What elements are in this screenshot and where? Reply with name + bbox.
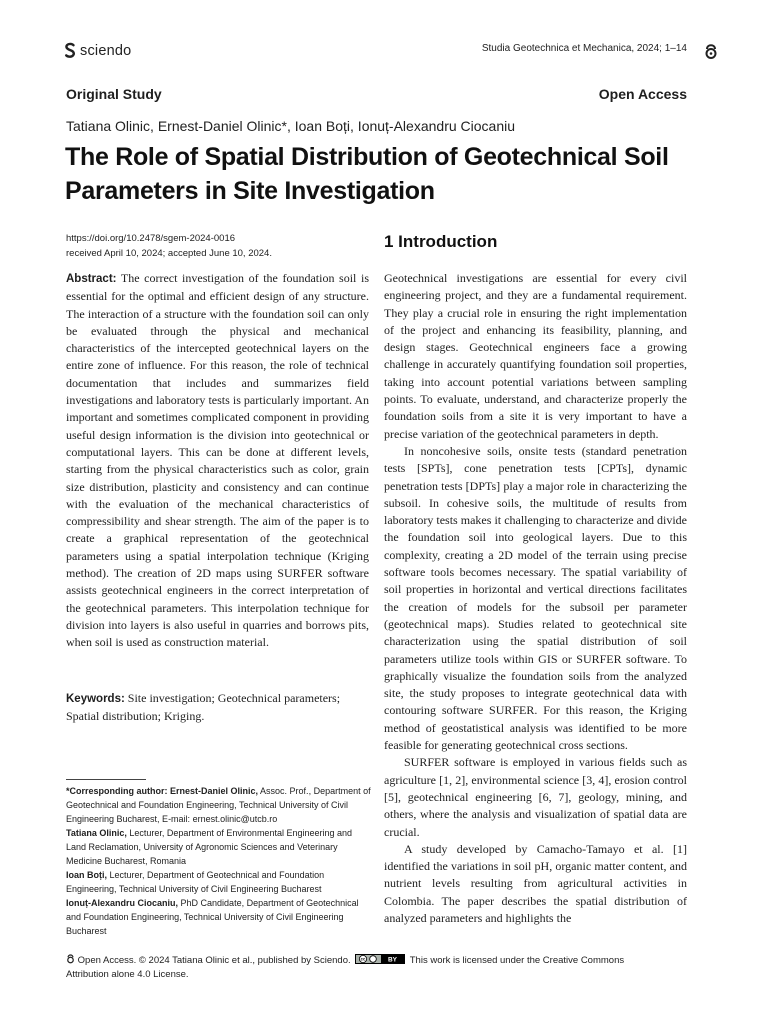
paragraph: A study developed by Camacho-Tamayo et al. [1] identified the variations in soil pH, organic matter content, and nutrient levels resulting from agricultural activities in Colombia. The paper describes the spatial distribution of analyzed parameters and highlights the — [384, 841, 687, 925]
abstract-label: Abstract: — [66, 273, 117, 285]
publisher-logo[interactable] — [64, 42, 131, 60]
license-footer — [66, 953, 666, 982]
received-accepted-dates: received April 10, 2024; accepted June 10, 2024. — [66, 248, 272, 259]
keywords-label: Keywords: — [66, 693, 125, 705]
article-meta — [66, 231, 272, 261]
introduction-body — [384, 270, 687, 927]
open-access-icon — [66, 953, 75, 964]
footnote-author: *Corresponding author: Ernest-Daniel Olinic, — [66, 786, 259, 796]
footnote-text: Lecturer, Department of Environmental Engineering and Land Reclamation, University of Agronomic Sciences and Veterinary Medicine Bucharest, Romania — [66, 828, 353, 866]
keywords — [66, 690, 369, 726]
footnote-text: Lecturer, Department of Geotechnical and Foundation Engineering, Technical University of Civil Engineering Bucharest — [66, 870, 325, 894]
access-label: Open Access — [598, 86, 687, 102]
paragraph: Geotechnical investigations are essential for every civil engineering project, and they are a fundamental requirement. They play a crucial role in ensuring the right implementation of the project and enhancing its feasibility, planning, and design stages. Geotechnical engineers face a growing challenge in accurately quantifying foundation soil properties, taking into account potential variations between sampling points. To evaluate, understand, and characterize properly the foundation soils from a site it is very important to have a precise variation of the geotechnical parameters in depth. — [384, 271, 687, 441]
open-access-icon — [704, 42, 718, 60]
license-text: Open Access. © 2024 Tatiana Olinic et al., published by Sciendo. — [77, 955, 351, 966]
publisher-name: sciendo — [80, 43, 132, 59]
article-title: The Role of Spatial Distribution of Geotechnical Soil Parameters in Site Investigation — [65, 143, 669, 205]
footnote-item — [66, 826, 371, 868]
svg-text:cc: cc — [360, 956, 366, 962]
footnote-author: Ioan Boți, — [66, 870, 107, 880]
footnote-divider — [66, 779, 146, 780]
cc-by-badge-text: BY — [388, 956, 398, 964]
article-type: Original Study — [66, 86, 162, 102]
abstract-text: The correct investigation of the foundation soil is essential for the optimal and efficient design of any structure. The interaction of a structure with the foundation soil can only be evaluated through the physical and mechanical characteristics of the intercepted geotechnical layers on the entire zone of influence. For this reason, the role of technical documentation that includes and summarizes field investigations and laboratory tests is particularly important. An important and sometimes complicated component in providing useful design information is the division into geotechnical or computational layers. This can be done at different levels, starting from the physical characteristics such as color, grain size distribution, plasticity and consistency and can continue with the evaluation of the mechanical characteristics of compressibility and shear strength. The aim of the paper is to create a graphical representation of the geotechnical parameters using a spatial interpolation technique (Kriging method). The creation of 2D maps using SURFER software assists geotechnical engineers in the correct interpretation of the geotechnical parameters. This interpolation technique for division into layers is also useful in quarries and borrows pits, when soil is used as construction material. — [66, 271, 369, 650]
keywords-text: Site investigation; Geotechnical parameters; Spatial distribution; Kriging. — [66, 691, 341, 724]
footnote-text: PhD Candidate, Department of Geotechnical and Foundation Engineering, Technical University of Civil Engineering Bucharest — [66, 898, 359, 936]
section-heading: 1 Introduction — [384, 232, 498, 251]
paragraph: SURFER software is employed in various fields such as agriculture [1, 2], environmental science [3, 4], erosion control [5], geotechnical engineering [6, 7], geology, mining, and others, where the analysis and visualization of spatial data are crucial. — [384, 755, 687, 839]
abstract — [66, 270, 369, 652]
footnote-item — [66, 896, 371, 938]
affiliation-footnotes — [66, 784, 371, 938]
journal-citation: Studia Geotechnica et Mechanica, 2024; 1–14 — [481, 43, 687, 54]
footnote-item — [66, 784, 371, 826]
footnote-item — [66, 868, 371, 896]
footnote-author: Tatiana Olinic, — [66, 828, 127, 838]
sciendo-logo-icon — [64, 42, 76, 60]
cc-by-license-icon[interactable] — [355, 954, 405, 964]
author-list: Tatiana Olinic, Ernest-Daniel Olinic*, Ioan Boți, Ionuț-Alexandru Ciocaniu — [66, 118, 516, 134]
footnote-author: Ionuț-Alexandru Ciocaniu, — [66, 898, 179, 908]
doi-link[interactable]: https://doi.org/10.2478/sgem-2024-0016 — [66, 233, 236, 244]
license-text: This work is licensed under the Creative Commons Attribution alone 4.0 License. — [66, 955, 625, 980]
footnote-text: Assoc. Prof., Department of Geotechnical and Foundation Engineering, Technical University of Civil Engineering Bucharest, E-mail: ernest.olinic@utcb.ro — [66, 786, 371, 824]
paragraph: In noncohesive soils, onsite tests (standard penetration tests [SPTs], cone penetration tests [CPTs], dynamic penetration tests [DPTs] play a major role in characterizing the subsoil. In cohesive soils, the multitude of results from laboratory tests makes it challenging to characterize and divide the foundation soil into geological layers. Due to this complexity, creating a 2D model of the terrain using precise software tools becomes necessary. The spatial variability of soil properties in horizontal and vertical directions facilitates the creation of models for the subsoil per parameter (geotechnical maps). Studies related to geotechnical site characterization using the spatial distribution of soil parameters utilize tools within GIS or SURFER software. To graphically visualize the foundation soils from the analyzed site, the study proposes to integrate geotechnical data with contouring software SURFER. For this reason, the Kriging method of geostatistical analysis was identified to be more feasible for generating geotechnical cross sections. — [384, 443, 687, 753]
